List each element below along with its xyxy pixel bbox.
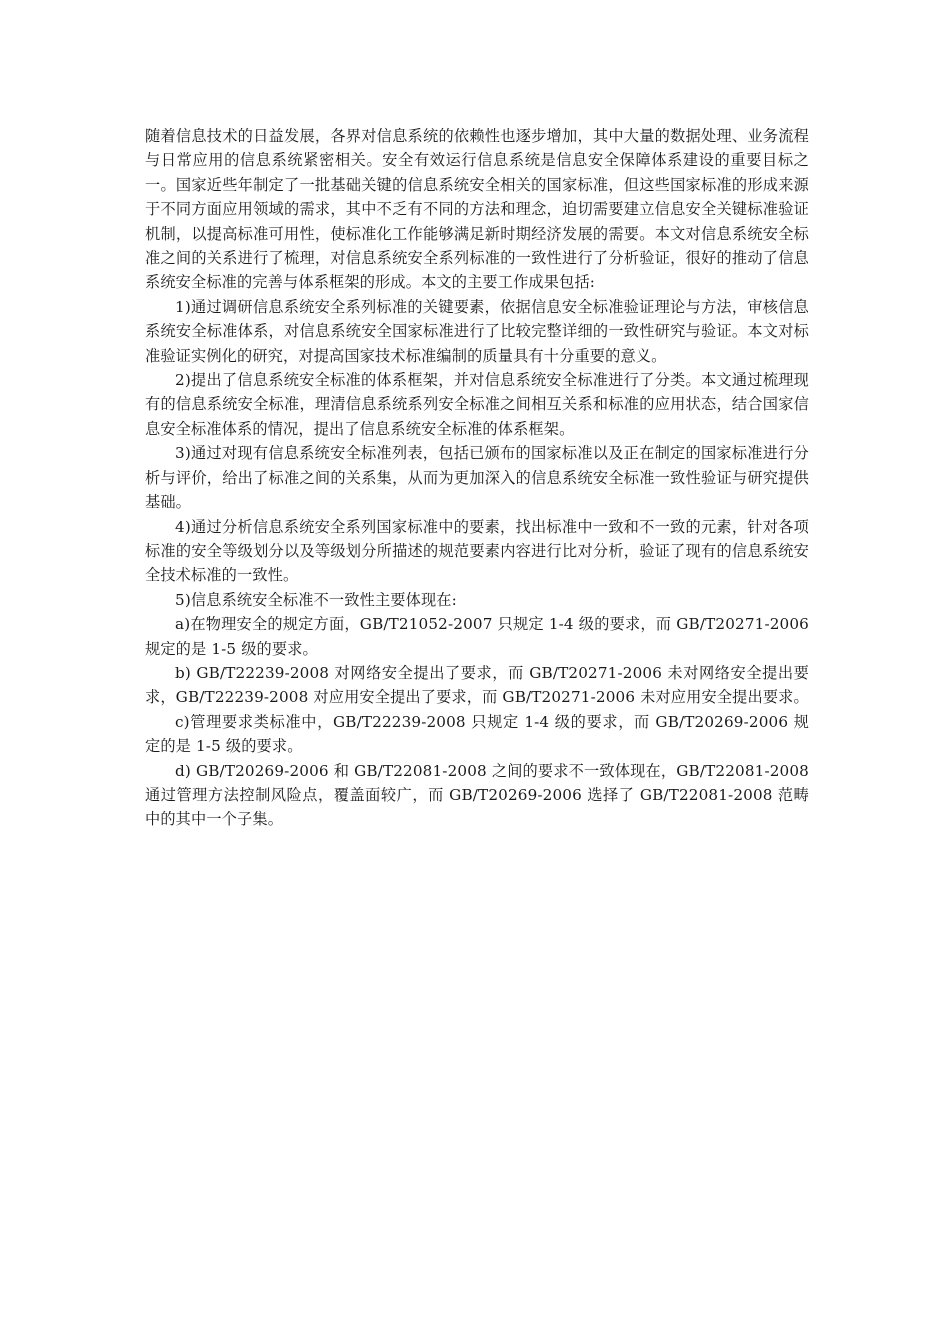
paragraph-result-1: 1)通过调研信息系统安全系列标准的关键要素，依据信息安全标准验证理论与方法，审核信息系统安全标准体系，对信息系统安全国家标准进行了比较完整详细的一致性研究与验证。本文对标准验证实例化的研究，对提高国家技术标准编制的质量具有十分重要的意义。 [145, 297, 809, 365]
paragraph-result-4: 4)通过分析信息系统安全系列国家标准中的要素，找出标准中一致和不一致的元素，针对各项标准的安全等级划分以及等级划分所描述的规范要素内容进行比对分析，验证了现有的信息系统安全技术标准的一致性。 [145, 517, 809, 585]
paragraph-item-a: a)在物理安全的规定方面，GB/T21052-2007 只规定 1-4 级的要求，而 GB/T20271-2006 规定的是 1-5 级的要求。 [145, 615, 809, 658]
paragraph-result-5: 5)信息系统安全标准不一致性主要体现在: [175, 590, 457, 609]
paragraph-result-2: 2)提出了信息系统安全标准的体系框架，并对信息系统安全标准进行了分类。本文通过梳理现有的信息系统安全标准，理清信息系统系列安全标准之间相互关系和标准的应用状态，结合国家信息安全标准体系的情况，提出了信息系统安全标准的体系框架。 [145, 371, 809, 438]
paragraph-item-b: b) GB/T22239-2008 对网络安全提出了要求，而 GB/T20271-2006 未对网络安全提出要求，GB/T22239-2008 对应用安全提出了要求，而 GB/T20271-2006 未对应用安全提出要求。 [145, 663, 809, 707]
paragraph-result-3: 3)通过对现有信息系统安全标准列表，包括已颁布的国家标准以及正在制定的国家标准进行分析与评价，给出了标准之间的关系集，从而为更加深入的信息系统安全标准一致性验证与研究提供基础。 [145, 444, 809, 512]
paragraph-item-c: c)管理要求类标准中，GB/T22239-2008 只规定 1-4 级的要求，而 GB/T20269-2006 规定的是 1-5 级的要求。 [145, 712, 809, 756]
document-body [145, 124, 809, 832]
paragraph-item-d: d) GB/T20269-2006 和 GB/T22081-2008 之间的要求不一致体现在，GB/T22081-2008 通过管理方法控制风险点，覆盖面较广，而 GB/T20269-2006 选择了 GB/T22081-2008 范畴中的其中一个子集。 [145, 761, 809, 829]
paragraph-intro: 随着信息技术的日益发展，各界对信息系统的依赖性也逐步增加，其中大量的数据处理、业务流程与日常应用的信息系统紧密相关。安全有效运行信息系统是信息安全保障体系建设的重要目标之一。国家近些年制定了一批基础关键的信息系统安全相关的国家标准，但这些国家标准的形成来源于不同方面应用领域的需求，其中不乏有不同的方法和理念，迫切需要建立信息安全关键标准验证机制，以提高标准可用性，使标准化工作能够满足新时期经济发展的需要。本文对信息系统安全标准之间的关系进行了梳理，对信息系统安全系列标准的一致性进行了分析验证，很好的推动了信息系统安全标准的完善与体系框架的形成。本文的主要工作成果包括: [145, 127, 809, 292]
